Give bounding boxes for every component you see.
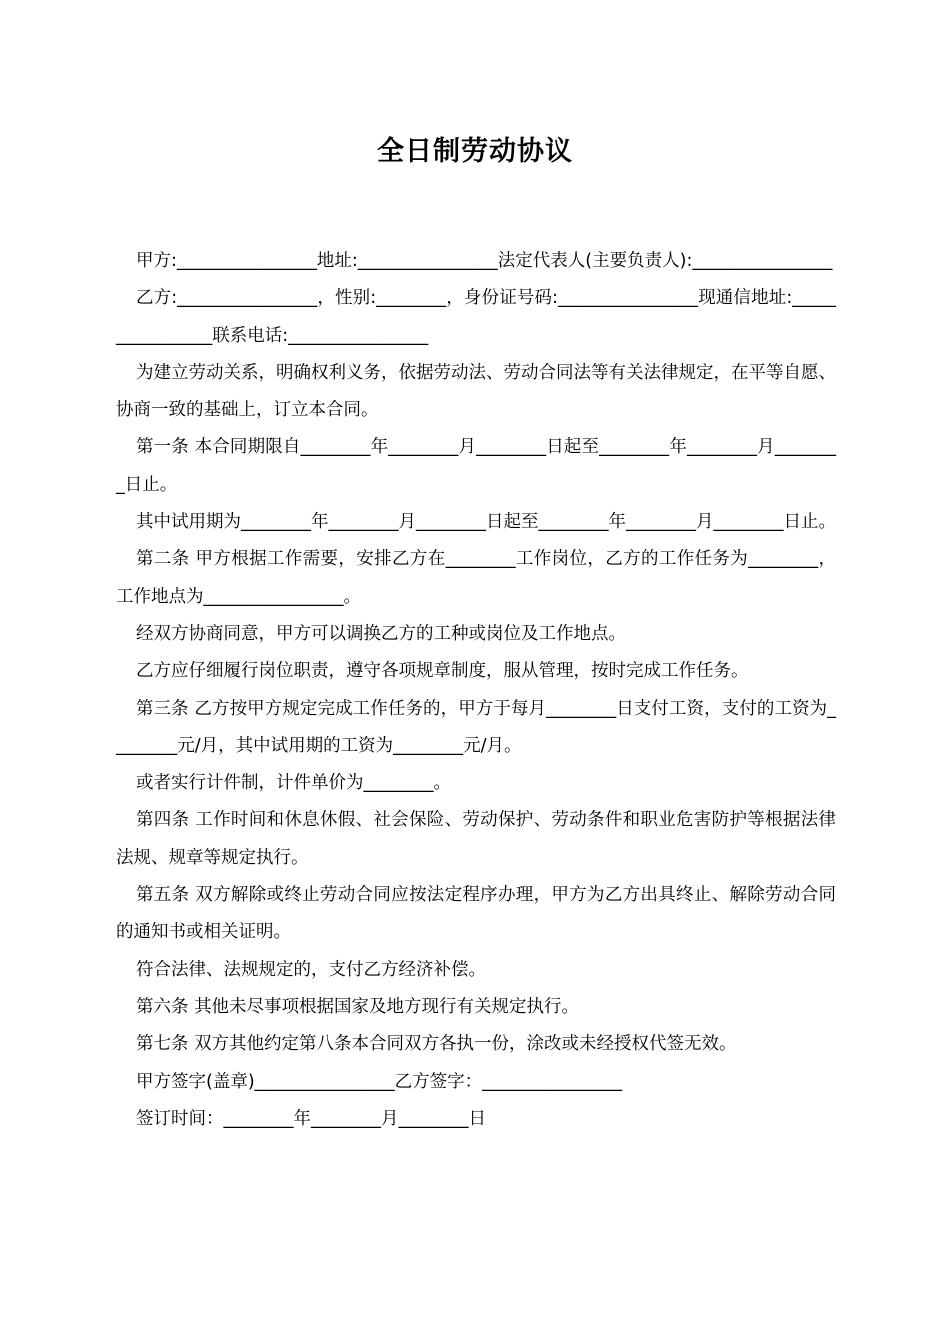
article-5-paragraph: 第五条 双方解除或终止劳动合同应按法定程序办理，甲方为乙方出具终止、解除劳动合同的通知书或相关证明。: [116, 885, 836, 943]
preamble-paragraph: 为建立劳动关系，明确权利义务，依据劳动法、劳动合同法等有关法律规定，在平等自愿、协商一致的基础上，订立本合同。: [116, 362, 836, 421]
party-a-line: 甲方:________________地址:________________法定代表人(主要负责人):________________: [136, 251, 833, 271]
signing-date-line: 签订时间：________年________月________日: [136, 1108, 486, 1129]
article-1-paragraph: 第一条 本合同期限自________年________月________日起至________年________月________日止。: [116, 437, 836, 495]
article-7-paragraph: 第七条 双方其他约定第八条本合同双方各执一份，涂改或未经授权代签无效。: [136, 1034, 737, 1055]
article-6-paragraph: 第六条 其他未尽事项根据国家及地方现行有关规定执行。: [136, 996, 580, 1017]
article-2-paragraph: 第二条 甲方根据工作需要，安排乙方在________工作岗位，乙方的工作任务为________，工作地点为________________。: [116, 549, 836, 607]
article-4-paragraph: 第四条 工作时间和休息休假、社会保险、劳动保护、劳动条件和职业危害防护等根据法律法规、规章等规定执行。: [116, 810, 836, 868]
party-b-line: 乙方:________________，性别:________，身份证号码:________________现通信地址:________________联系电话:________________: [116, 288, 836, 346]
signature-line: 甲方签字(盖章)________________乙方签字：________________: [136, 1071, 623, 1092]
piece-rate-paragraph: 或者实行计件制，计件单价为________。: [136, 773, 451, 794]
duties-paragraph: 乙方应仔细履行岗位职责，遵守各项规章制度，服从管理，按时完成工作任务。: [136, 661, 749, 682]
article-3-paragraph: 第三条 乙方按甲方规定完成工作任务的，甲方于每月________日支付工资，支付的工资为________元/月，其中试用期的工资为________元/月。: [116, 698, 836, 756]
compensation-paragraph: 符合法律、法规规定的，支付乙方经济补偿。: [136, 959, 486, 980]
document-body: [116, 243, 836, 1138]
document-title: 全日制劳动协议: [377, 136, 573, 167]
probation-paragraph: 其中试用期为________年________月________日起至________年________月________日止。: [136, 512, 836, 533]
position-change-paragraph: 经双方协商同意，甲方可以调换乙方的工种或岗位及工作地点。: [136, 623, 626, 644]
